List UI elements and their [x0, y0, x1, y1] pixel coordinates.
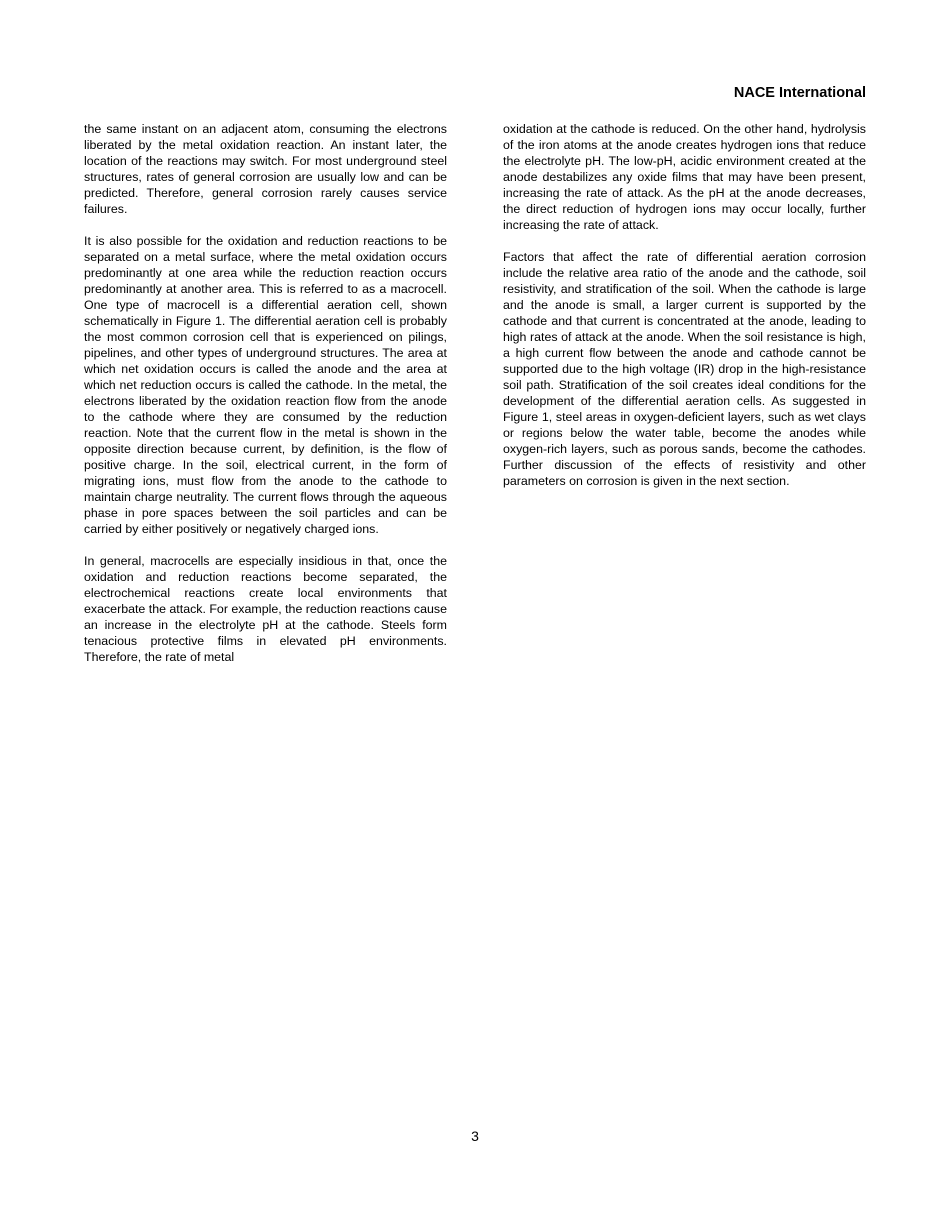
page-number: 3 [471, 1128, 479, 1144]
paragraph: the same instant on an adjacent atom, consuming the electrons liberated by the metal oxidation reaction. An instant later, the location of the reactions may switch. For most underground steel structures, rates of general corrosion are usually low and can be predicted. Therefore, general corrosion rarely causes service failures. [84, 122, 447, 216]
paragraph: Factors that affect the rate of differential aeration corrosion include the relative area ratio of the anode and the cathode, soil resistivity, and stratification of the soil. When the cathode is large and the anode is small, a larger current is supported by the cathode and that current is concentrated at the anode, leading to high rates of attack at the anode. When the soil resistance is high, a high current flow between the anode and cathode cannot be supported due to the high voltage (IR) drop in the high-resistance soil path. Stratification of the soil creates ideal conditions for the development of the differential aeration cells. As suggested in Figure 1, steel areas in oxygen-deficient layers, such as wet clays or regions below the water table, become the anodes while oxygen-rich layers, such as porous sands, become the cathodes. Further discussion of the effects of resistivity and other parameters on corrosion is given in the next section. [503, 250, 866, 488]
paragraph: In general, macrocells are especially insidious in that, once the oxidation and reduction reactions become separated, the electrochemical reactions create local environments that exacerbate the attack. For example, the reduction reactions cause an increase in the electrolyte pH at the cathode. Steels form tenacious protective films in elevated pH environments. Therefore, the rate of metal [84, 554, 447, 664]
paragraph: oxidation at the cathode is reduced. On the other hand, hydrolysis of the iron atoms at the anode creates hydrogen ions that reduce the electrolyte pH. The low-pH, acidic environment created at the anode destabilizes any oxide films that may have been present, increasing the rate of attack. As the pH at the anode decreases, the direct reduction of hydrogen ions may occur locally, further increasing the rate of attack. [503, 122, 866, 232]
right-text-column [503, 121, 866, 505]
left-text-column [84, 121, 447, 681]
page-header-organization: NACE International [733, 85, 866, 101]
paragraph: It is also possible for the oxidation and reduction reactions to be separated on a metal surface, where the metal oxidation occurs predominantly at one area while the reduction reaction occurs predominantly at another area. This is referred to as a macrocell. One type of macrocell is a differential aeration cell, shown schematically in Figure 1. The differential aeration cell is probably the most common corrosion cell that is experienced on pilings, pipelines, and other types of underground structures. The area at which net oxidation occurs is called the anode and the area at which net reduction occurs is called the cathode. In the metal, the electrons liberated by the oxidation reaction flow from the anode to the cathode where they are consumed by the reduction reaction. Note that the current flow in the metal is shown in the opposite direction because current, by definition, is the flow of positive charge. In the soil, electrical current, in the form of migrating ions, must flow from the anode to the cathode to maintain charge neutrality. The current flows through the aqueous phase in pore spaces between the soil particles and can be carried by either positively or negatively charged ions. [84, 234, 447, 536]
